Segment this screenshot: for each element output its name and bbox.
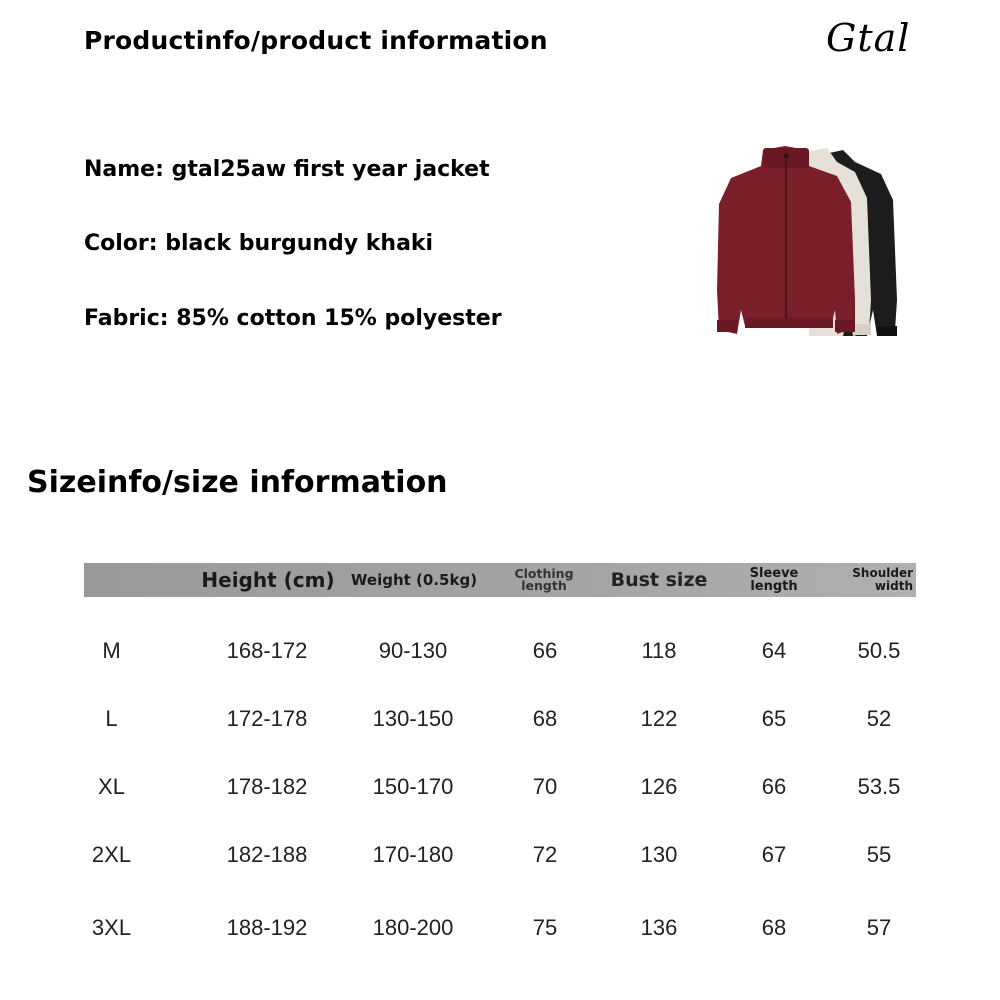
weight-cell: 180-200 [372, 915, 454, 940]
height-cell: 168-172 [226, 638, 308, 663]
sleeve-length-cell: 67 [761, 842, 787, 867]
size-info-title: Sizeinfo/size information [27, 465, 448, 500]
brand-logo: Gtal [826, 16, 911, 60]
table-row [84, 835, 916, 875]
bust-size-cell: 118 [641, 638, 677, 663]
height-cell: 178-182 [226, 774, 308, 799]
clothing-length-cell: 75 [532, 915, 558, 940]
header-bust-size: Bust size [610, 569, 708, 591]
clothing-length-cell: 72 [532, 842, 558, 867]
bust-size-cell: 136 [640, 915, 678, 940]
size-table-header [84, 563, 916, 597]
header-height: Height (cm) [201, 568, 335, 592]
color-label: Color: [84, 231, 158, 256]
size-cell: XL [98, 774, 125, 799]
shoulder-width-cell: 50.5 [857, 638, 901, 663]
shoulder-width-cell: 53.5 [857, 774, 901, 799]
weight-cell: 150-170 [372, 774, 454, 799]
sleeve-length-cell: 68 [761, 915, 787, 940]
sleeve-length-cell: 66 [761, 774, 787, 799]
height-cell: 172-178 [226, 706, 308, 731]
height-cell: 188-192 [226, 915, 308, 940]
size-cell: 3XL [91, 915, 132, 940]
size-table-body [84, 597, 916, 977]
sleeve-length-cell: 65 [761, 706, 787, 731]
height-cell: 182-188 [226, 842, 308, 867]
table-row [84, 767, 916, 807]
size-table [84, 563, 916, 977]
weight-cell: 90-130 [378, 638, 448, 663]
jacket-product-image [705, 140, 915, 345]
shoulder-width-cell: 57 [866, 915, 892, 940]
fabric-label: Fabric: [84, 306, 169, 331]
header-weight: Weight (0.5kg) [350, 571, 478, 589]
sleeve-length-cell: 64 [761, 638, 787, 663]
product-fabric-line [84, 306, 502, 331]
size-cell: 2XL [91, 842, 132, 867]
name-value: gtal25aw first year jacket [171, 157, 490, 182]
bust-size-cell: 122 [640, 706, 678, 731]
shoulder-width-cell: 55 [866, 842, 892, 867]
clothing-length-cell: 66 [532, 638, 558, 663]
header-shoulder-width: Shoulder width [852, 566, 913, 593]
product-name-line [84, 157, 490, 182]
table-row [84, 699, 916, 739]
table-row [84, 908, 916, 948]
weight-cell: 170-180 [372, 842, 454, 867]
clothing-length-cell: 68 [532, 706, 558, 731]
fabric-value: 85% cotton 15% polyester [176, 306, 502, 331]
color-value: black burgundy khaki [165, 231, 434, 256]
product-color-line [84, 231, 433, 256]
size-cell: M [102, 638, 121, 663]
size-cell: L [105, 706, 118, 731]
shoulder-width-cell: 52 [866, 706, 892, 731]
product-info-title: Productinfo/product information [84, 26, 548, 55]
clothing-length-cell: 70 [532, 774, 558, 799]
bust-size-cell: 126 [640, 774, 678, 799]
header-clothing-length: Clothing length [514, 566, 574, 593]
header-sleeve-length: Sleeve length [749, 566, 799, 594]
name-label: Name: [84, 157, 164, 182]
weight-cell: 130-150 [372, 706, 454, 731]
bust-size-cell: 130 [640, 842, 678, 867]
table-row [84, 631, 916, 671]
